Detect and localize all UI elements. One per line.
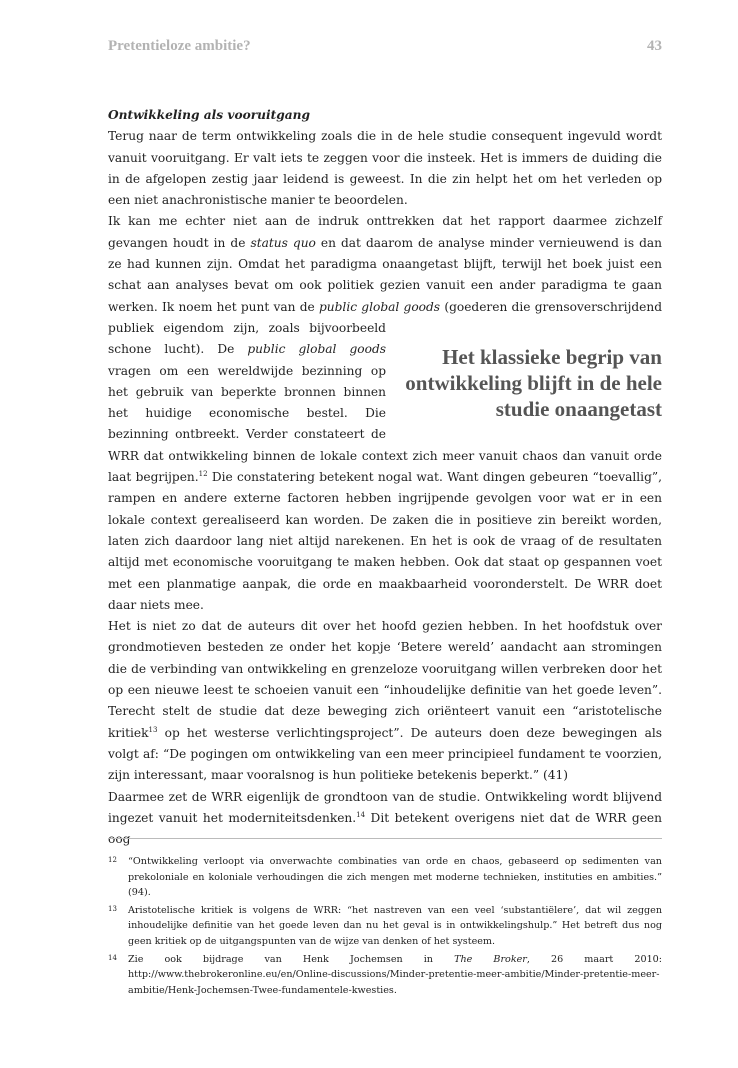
italic-term: public global goods xyxy=(318,299,441,314)
footnote-text: “Ontwikkeling verloopt via onverwachte combinaties van orde en chaos, gebaseerd op sedimenten van prekoloniale en koloniale verhoudingen die zich mengen met moderne technieken, instituties en ambities.” (94). xyxy=(128,856,662,899)
italic-title: The Broker xyxy=(454,953,527,965)
footnote-number: 12 xyxy=(108,856,117,864)
footnote-ref-12[interactable]: 12 xyxy=(198,470,208,479)
footnote-text: Aristotelische kritiek is volgens de WRR: “het nastreven van een veel ‘substantiëlere’, dat wil zeggen inhoudelijke definitie van het goede leven dan nu het geval is in ontwikkelingshulp.” Het betreft dus nog geen kritiek op de uitgangspunten van de wijze van denken of het systeem. xyxy=(128,904,662,947)
footnote-number: 13 xyxy=(108,904,117,913)
text-run: (goederen die grensoverschrijdend publiek eigendom zijn, zoals bijvoorbeeld schone lucht). De xyxy=(108,299,663,357)
text-run: Daarmee zet de WRR eigenlijk de grondtoon van de studie. Ontwikkeling wordt blijvend ingezet vanuit het moderniteitsdenken. xyxy=(108,789,662,825)
footnote-12 xyxy=(108,854,662,901)
text-run: vragen om een wereldwijde bezinning op het gebruik van beperkte bronnen binnen het huidige economische bestel. Die bezinning ontbreekt. Verder constateert de WRR dat ontwikkeling binnen de lokale context zich meer vanuit chaos dan vanuit orde laat begrijpen. xyxy=(108,363,662,485)
running-header xyxy=(108,38,662,62)
paragraph-4 xyxy=(108,787,662,851)
footnote-number: 14 xyxy=(108,953,117,962)
paragraph-2 xyxy=(108,211,662,616)
paragraph-1: Terug naar de term ontwikkeling zoals die in de hele studie consequent ingevuld wordt vanuit vooruitgang. Er valt iets te zeggen voor die insteek. Het is immers de duiding die in de afgelopen zestig jaar leidend is geweest. In die zin helpt het om het verleden op een niet anachronistische manier te beoordelen. xyxy=(108,129,662,208)
text-run: Dit betekent overigens niet dat de WRR geen oog xyxy=(108,810,662,847)
italic-term: status quo xyxy=(250,235,316,250)
paragraph-3 xyxy=(108,616,662,786)
footnote-divider xyxy=(108,838,662,839)
section-heading: Ontwikkeling als vooruitgang xyxy=(108,108,311,122)
footnote-ref-13[interactable]: 13 xyxy=(148,725,158,734)
pull-quote: Het klassieke begrip van ontwikkeling blijft in de hele studie onaangetast xyxy=(405,344,662,421)
article-body xyxy=(108,105,662,850)
footnote-ref-14[interactable]: 14 xyxy=(356,810,366,819)
footnote-14 xyxy=(108,952,662,999)
text-run: Zie ook bijdrage van Henk Jochemsen in xyxy=(128,953,455,965)
text-run: op het westerse verlichtingsproject”. De auteurs doen deze bewegingen als volgt af: “De pogingen om ontwikkeling van een meer principieel fundament te voorzien, zijn interessant, maar vooralsnog is hun politieke betekenis beperkt.” (41) xyxy=(108,725,662,783)
running-title: Pretentieloze ambitie? xyxy=(108,38,251,54)
italic-term: public global goods xyxy=(247,342,387,357)
text-run: en dat daarom de analyse minder vernieuwend is dan ze had kunnen zijn. Omdat het paradigma onaangetast blijft, terwijl het boek juist een schat aan analyses bevat om ook politiek gezien vanuit een ander paradigma te gaan werken. Ik noem het punt van de xyxy=(108,235,663,314)
text-run: Het is niet zo dat de auteurs dit over het hoofd gezien hebben. In het hoofdstuk over grondmotieven besteden ze onder het kopje ‘Betere wereld’ aandacht aan stromingen die de verbinding van ontwikkeling en grenzeloze vooruitgang willen verbreken door het op een nieuwe leest te schoeien vanuit een “inhoudelijke definitie van het goede leven”. Terecht stelt de studie dat deze beweging zich oriënteert vanuit een “aristotelische kritiek xyxy=(108,619,662,740)
page-number: 43 xyxy=(647,38,662,54)
footnote-text xyxy=(128,954,662,996)
text-run: Ik kan me echter niet aan de indruk onttrekken dat het rapport daarmee zichzelf gevangen houdt in de xyxy=(108,214,662,250)
footnote-link[interactable]: , 26 maart 2010: http://www.thebrokeronline.eu/en/Online-discussions/Minder-pretentie-meer-ambitie/Minder-pretentie-meer-ambitie/Henk-Jochemsen-Twee-fundamentele-kwesties. xyxy=(128,953,663,996)
footnotes xyxy=(108,854,662,1000)
footnote-13 xyxy=(108,903,662,950)
text-run: Die constatering betekent nogal wat. Want dingen gebeuren “toevallig”, rampen en andere externe factoren hebben ingrijpende gevolgen voor wat er in een lokale context gerealiseerd kan worden. De zaken die in positieve zin bereikt worden, laten zich daardoor lang niet altijd narekenen. En het is ook de vraag of de resultaten altijd met economische vooruitgang te maken hebben. Ook dat staat op gespannen voet met een planmatige aanpak, die orde en maakbaarheid vooronderstelt. De WRR doet daar niets mee. xyxy=(108,470,662,612)
